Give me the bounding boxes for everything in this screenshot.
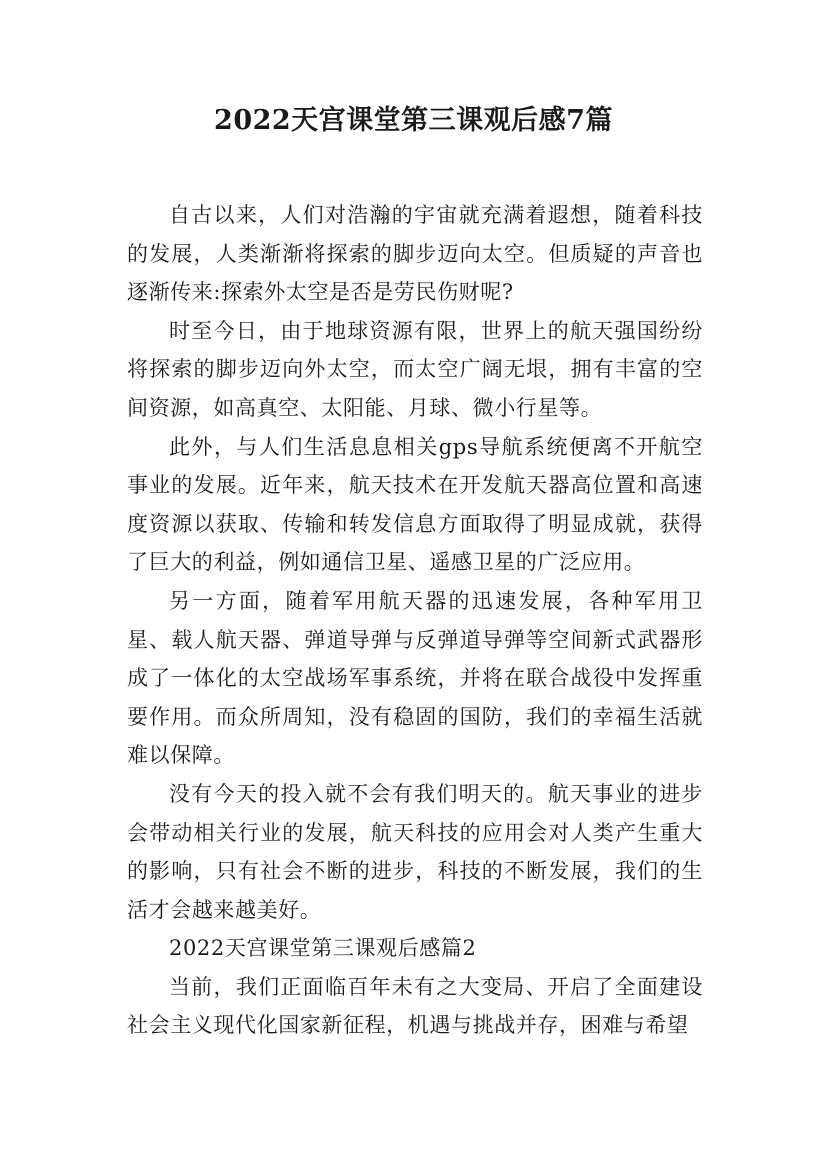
paragraph-5: 没有今天的投入就不会有我们明天的。航天事业的进步会带动相关行业的发展，航天科技的应用会对人类产生重大的影响，只有社会不断的进步，科技的不断发展，我们的生活才会越来越美好。 xyxy=(127,781,703,922)
document-title: 2022天宫课堂第三课观后感7篇 xyxy=(214,105,613,136)
paragraph-4: 另一方面，随着军用航天器的迅速发展，各种军用卫星、载人航天器、弹道导弹与反弹道导弹等空间新式武器形成了一体化的太空战场军事系统，并将在联合战役中发挥重要作用。而众所周知，没有稳固的国防，我们的幸福生活就难以保障。 xyxy=(127,588,703,768)
document-body xyxy=(127,196,703,1045)
section-heading-2: 2022天宫课堂第三课观后感篇2 xyxy=(169,936,477,961)
paragraph-2: 时至今日，由于地球资源有限，世界上的航天强国纷纷将探索的脚步迈向外太空，而太空广阔无垠，拥有丰富的空间资源，如高真空、太阳能、月球、微小行星等。 xyxy=(127,318,703,420)
paragraph-1: 自古以来，人们对浩瀚的宇宙就充满着遐想，随着科技的发展，人类渐渐将探索的脚步迈向太空。但质疑的声音也逐渐传来:探索外太空是否是劳民伤财呢? xyxy=(127,203,703,305)
paragraph-3: 此外，与人们生活息息相关gps导航系统便离不开航空事业的发展。近年来，航天技术在开发航天器高位置和高速度资源以获取、传输和转发信息方面取得了明显成就，获得了巨大的利益，例如通信卫星、遥感卫星的广泛应用。 xyxy=(127,434,703,575)
paragraph-6: 当前，我们正面临百年未有之大变局、开启了全面建设社会主义现代化国家新征程，机遇与挑战并存，困难与希望 xyxy=(127,974,703,1038)
